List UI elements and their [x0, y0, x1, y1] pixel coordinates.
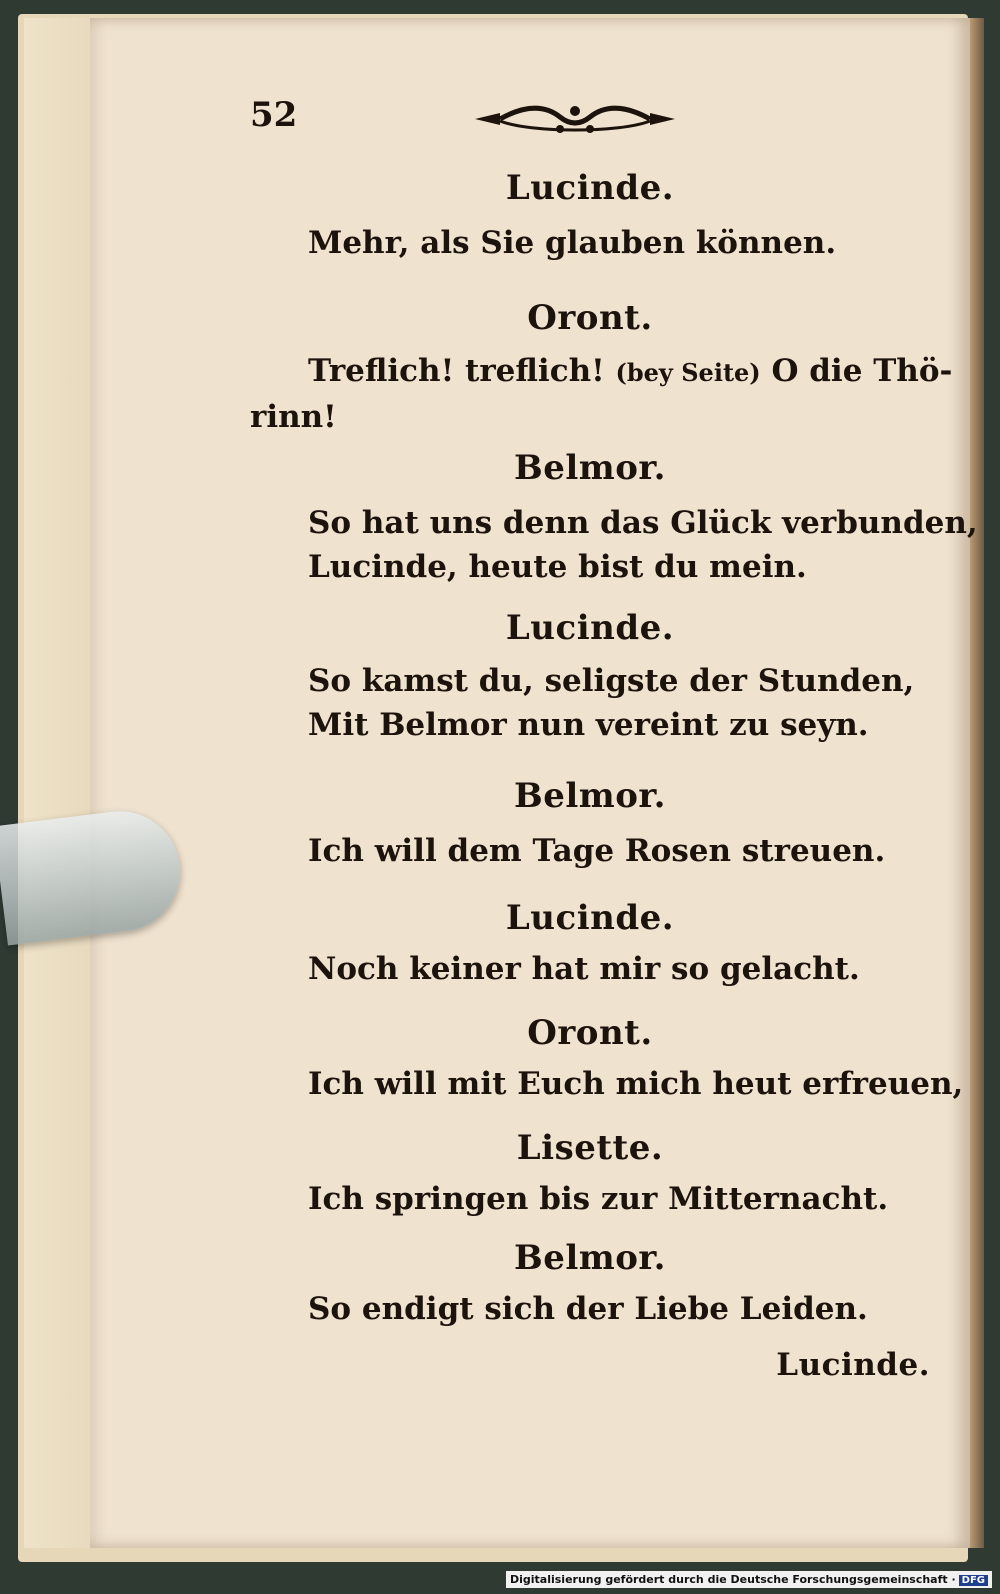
speech-8	[250, 1125, 930, 1221]
speaker-name: Lucinde.	[505, 168, 675, 208]
speaker-name: Lucinde.	[505, 608, 675, 648]
verse-line: So endigt sich der Liebe Leiden.	[308, 1291, 868, 1327]
verse-line: Noch keiner hat mir so gelacht.	[308, 951, 860, 987]
speaker-name: Oront.	[527, 298, 653, 338]
verse-line	[250, 349, 953, 395]
verse-part: Treflich! treflich!	[308, 353, 605, 389]
verse-line: Ich will mit Euch mich heut erfreuen,	[308, 1066, 964, 1102]
credit-text: Digitalisierung gefördert durch die Deutsche Forschungsgemeinschaft ·	[509, 1573, 956, 1586]
ornament-icon	[470, 99, 680, 139]
speaker-name: Belmor.	[513, 776, 667, 816]
speech-4	[250, 605, 930, 747]
verse-line: rinn!	[250, 399, 337, 435]
page-edges	[24, 18, 96, 1548]
verse-line: Mehr, als Sie glauben können.	[308, 225, 837, 261]
speech-5	[250, 773, 930, 873]
dfg-logo: DFG	[959, 1575, 988, 1586]
verse-line: So kamst du, seligste der Stunden,	[308, 663, 915, 699]
speech-9	[250, 1235, 930, 1331]
page-gutter	[970, 18, 984, 1548]
verse-line: Lucinde, heute bist du mein.	[308, 549, 807, 585]
speaker-name: Belmor.	[513, 1238, 667, 1278]
speech-3	[250, 445, 978, 589]
digitization-credit	[506, 1571, 992, 1588]
speaker-name: Lucinde.	[505, 898, 675, 938]
page-number: 52	[250, 95, 298, 135]
speaker-name: Oront.	[527, 1013, 653, 1053]
verse-line: Mit Belmor nun vereint zu seyn.	[308, 707, 869, 743]
stage-direction: (bey Seite)	[615, 358, 761, 387]
catchword: Lucinde.	[776, 1347, 930, 1383]
speaker-name: Belmor.	[513, 448, 667, 488]
speech-7	[250, 1010, 964, 1106]
verse-line: So hat uns denn das Glück verbunden,	[308, 505, 978, 541]
speech-6	[250, 895, 930, 991]
speaker-name: Lisette.	[516, 1128, 664, 1168]
verse-line: Ich will dem Tage Rosen streuen.	[308, 833, 886, 869]
verse-line: Ich springen bis zur Mitternacht.	[308, 1181, 889, 1217]
verse-part: O die Thö-	[771, 353, 953, 389]
speech-1	[250, 165, 930, 265]
speech-2	[250, 295, 953, 439]
catchword-block	[250, 1343, 930, 1387]
